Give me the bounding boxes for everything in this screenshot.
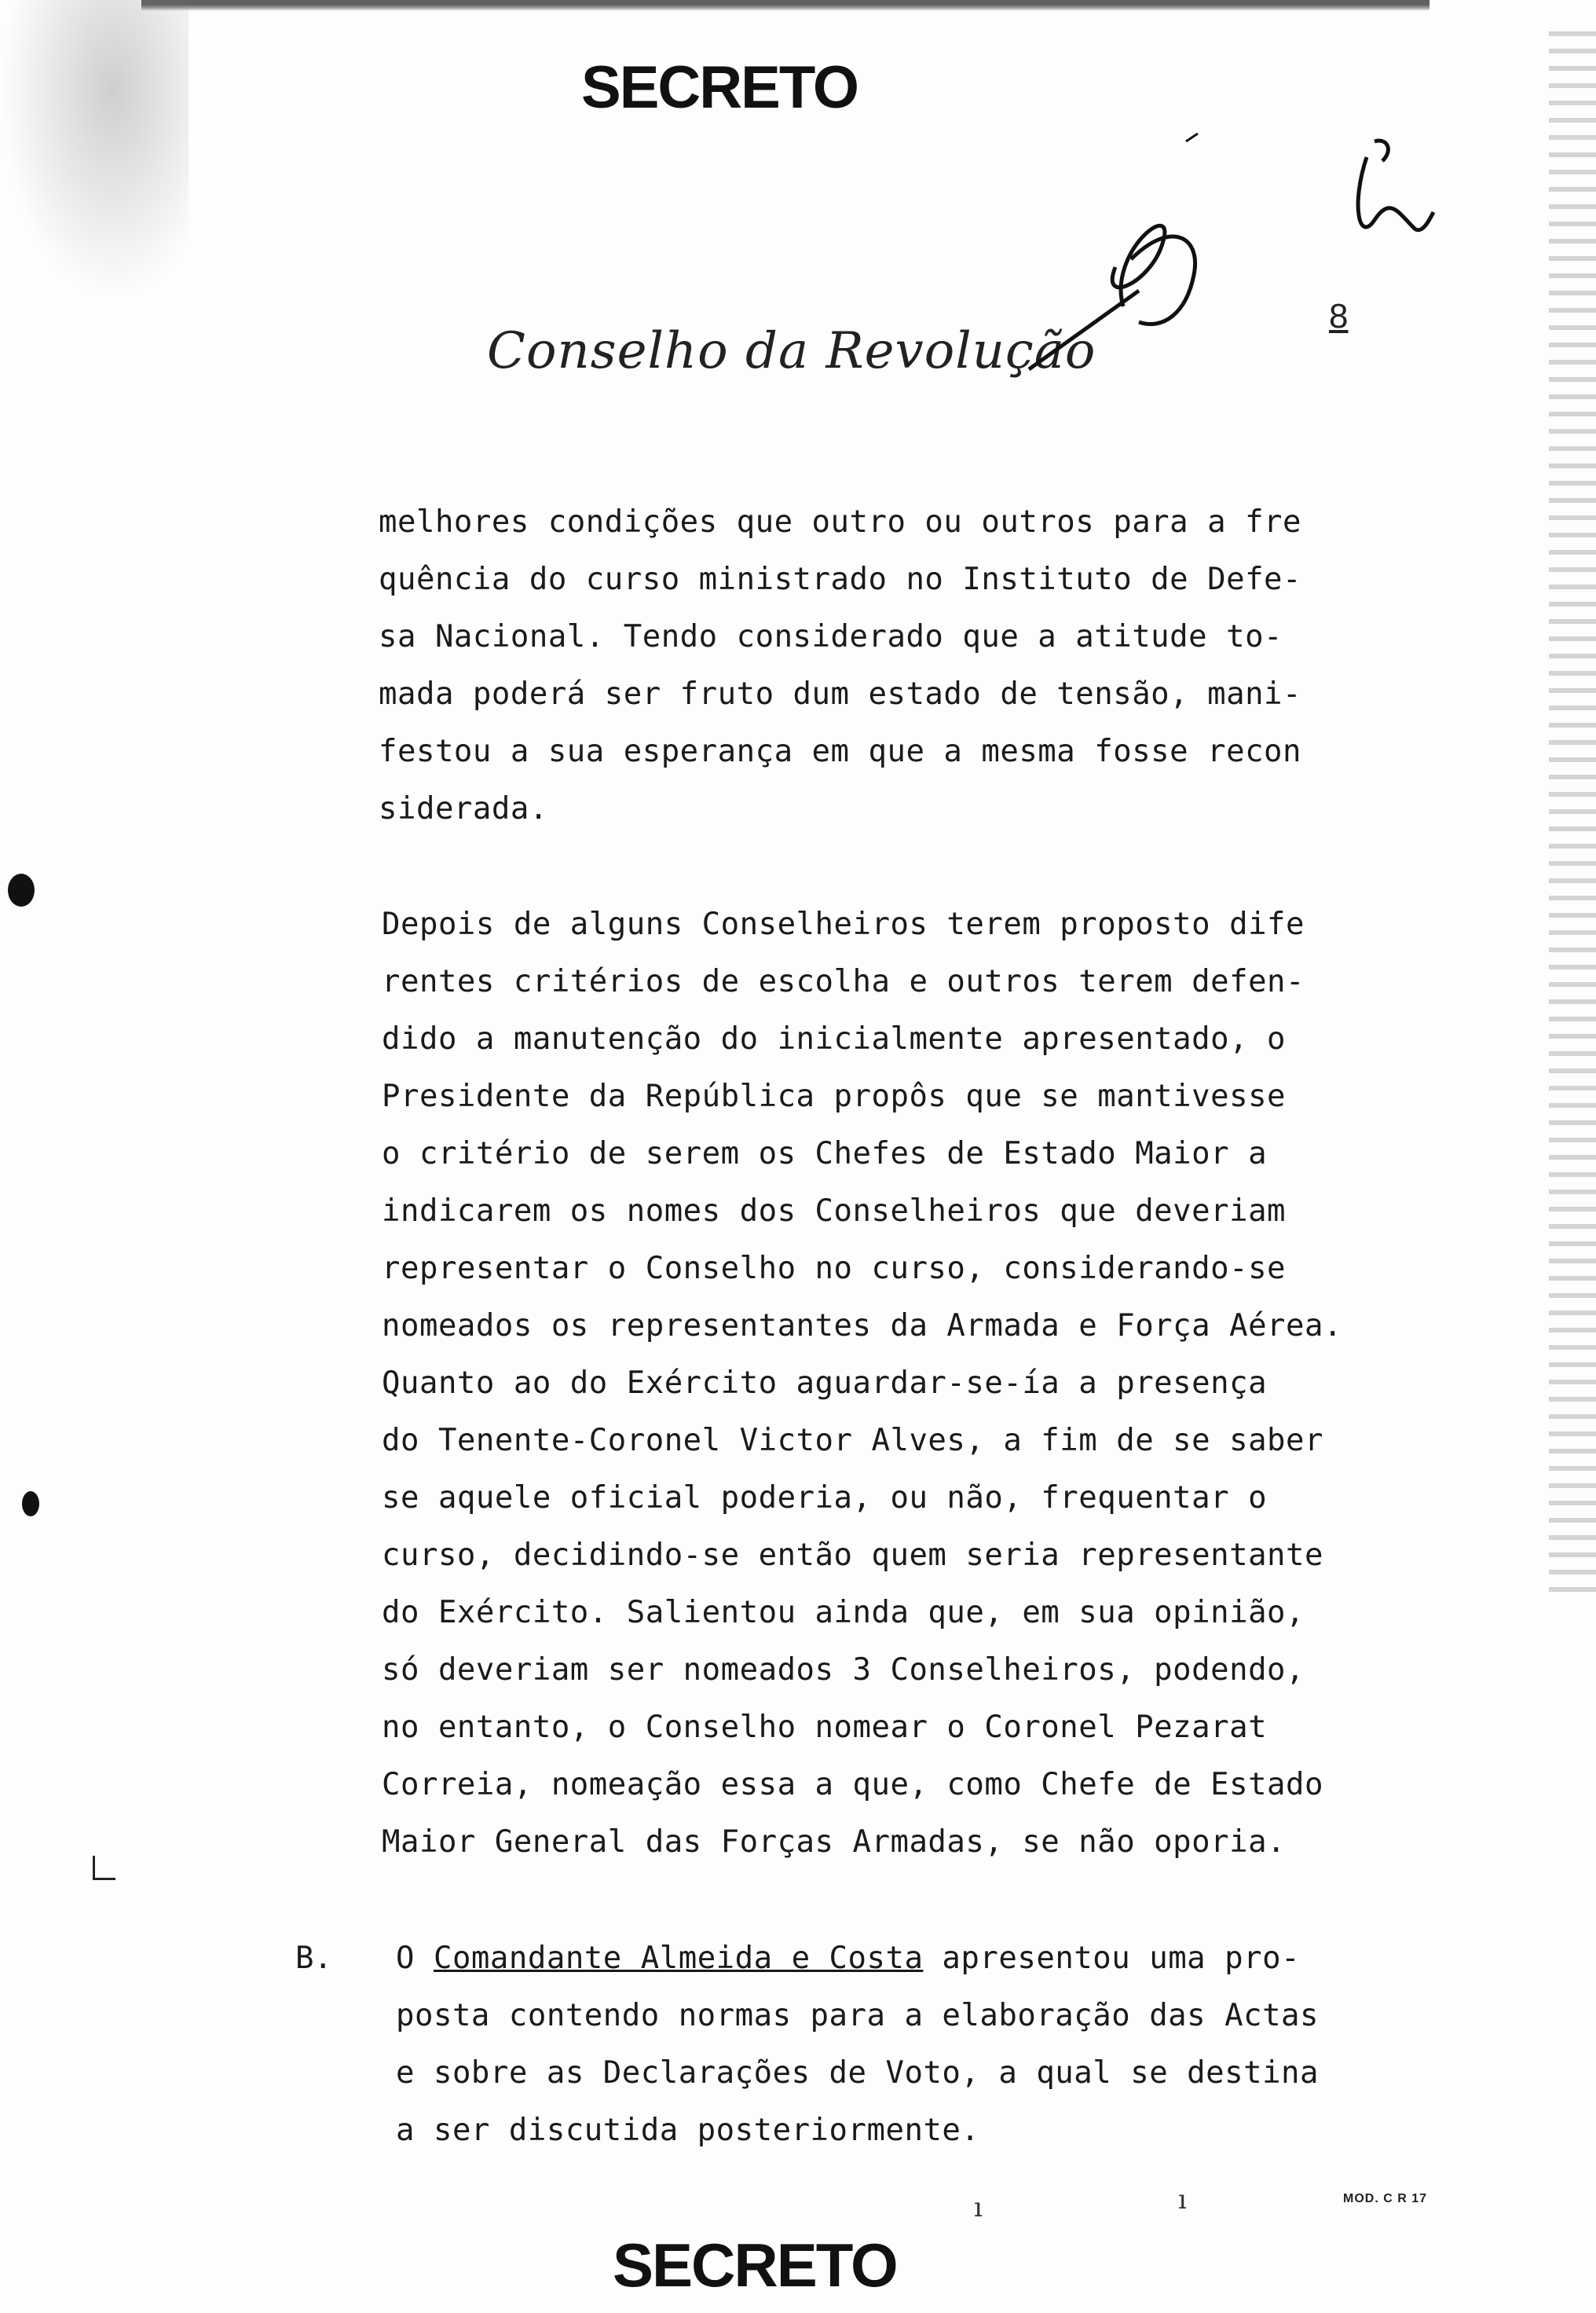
punch-hole-mark — [8, 874, 35, 907]
scan-right-edge — [1549, 31, 1596, 1603]
item-b-first-line — [396, 1930, 1319, 1987]
paragraph-line: sa Nacional. Tendo considerado que a atitude to- — [379, 619, 1283, 654]
item-b-prefix: O — [396, 1941, 434, 1976]
item-b-paragraph — [396, 1930, 1319, 2159]
paragraph-line: mada poderá ser fruto dum estado de tensão, mani- — [379, 676, 1302, 712]
paragraph-line: rentes critérios de escolha e outros terem defen- — [382, 964, 1305, 999]
paragraph-line: no entanto, o Conselho nomear o Coronel Pezarat — [382, 1710, 1268, 1745]
paragraph-line: festou a sua esperança em que a mesma fosse recon — [379, 734, 1302, 769]
form-code: MOD. C R 17 — [1343, 2192, 1428, 2205]
paragraph-line: Presidente da República propôs que se mantivesse — [382, 1079, 1287, 1114]
paragraph-line: se aquele oficial poderia, ou não, frequentar o — [382, 1480, 1268, 1516]
paragraph-line: Correia, nomeação essa a que, como Chefe de Estado — [382, 1767, 1323, 1802]
paragraph-line: siderada. — [379, 791, 548, 827]
paragraph-line: só deveriam ser nomeados 3 Conselheiros, podendo, — [382, 1652, 1305, 1688]
punch-hole-mark — [22, 1491, 39, 1516]
paragraph-line: e sobre as Declarações de Voto, a qual se destina — [396, 2055, 1320, 2091]
paragraph-1 — [379, 493, 1301, 838]
paragraph-line: dido a manutenção do inicialmente apresentado, o — [382, 1021, 1287, 1057]
paragraph-line: indicarem os nomes dos Conselheiros que deveriam — [382, 1193, 1287, 1229]
classification-stamp-top: SECRETO — [581, 54, 858, 121]
paragraph-line: Depois de alguns Conselheiros terem proposto dife — [382, 907, 1305, 942]
paragraph-line: melhores condições que outro ou outros para a fre — [379, 504, 1302, 540]
commander-name: Comandante Almeida e Costa — [433, 1941, 924, 1976]
paragraph-line: representar o Conselho no curso, considerando-se — [382, 1251, 1287, 1286]
council-letterhead: Conselho da Revolução — [487, 322, 1096, 380]
scan-noise — [0, 0, 189, 299]
paragraph-line: posta contendo normas para a elaboração das Actas — [396, 1998, 1320, 2033]
item-marker-b: B. — [295, 1941, 332, 1976]
paragraph-line: quência do curso ministrado no Instituto de Defe- — [379, 562, 1302, 597]
paragraph-line: Maior General das Forças Armadas, se não oporia. — [382, 1824, 1287, 1860]
paragraph-line: curso, decidindo-se então quem seria representante — [382, 1538, 1323, 1573]
item-b-suffix: apresentou uma pro- — [923, 1941, 1301, 1976]
handwritten-signature — [1005, 126, 1445, 409]
paragraph-2 — [382, 896, 1342, 1871]
paragraph-line: a ser discutida posteriormente. — [396, 2113, 980, 2148]
page-number: 8 — [1329, 297, 1349, 335]
footer-ink-mark: ı — [974, 2192, 983, 2223]
footer-ink-mark: ı — [1178, 2184, 1187, 2216]
paragraph-line: Quanto ao do Exército aguardar-se-ía a presença — [382, 1365, 1268, 1401]
classification-stamp-bottom: SECRETO — [613, 2231, 897, 2300]
paragraph-line: do Tenente-Coronel Victor Alves, a fim de se saber — [382, 1423, 1323, 1458]
scan-top-edge — [141, 0, 1429, 11]
paragraph-line: o critério de serem os Chefes de Estado Maior a — [382, 1136, 1268, 1171]
margin-pen-mark — [93, 1856, 115, 1880]
paragraph-line: nomeados os representantes da Armada e Força Aérea. — [382, 1308, 1342, 1343]
paragraph-line: do Exército. Salientou ainda que, em sua opinião, — [382, 1595, 1305, 1630]
